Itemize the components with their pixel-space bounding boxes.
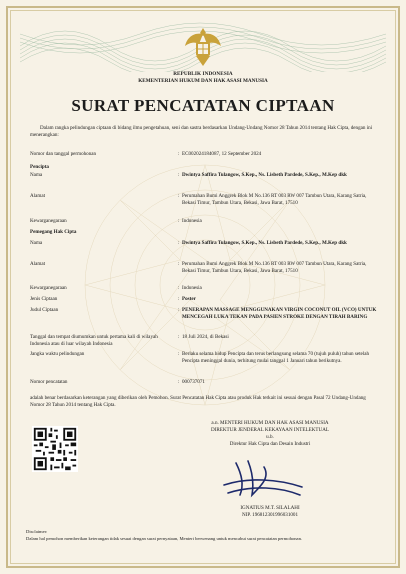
garuda-emblem-icon <box>183 24 223 68</box>
signatory-name: IGNATIUS M.T. SILALAHI <box>240 505 300 511</box>
holder-address-label: Alamat <box>30 261 45 267</box>
signatory-line-4: Direktur Hak Cipta dan Desain Industri <box>229 441 311 447</box>
signatory-name-block <box>170 505 370 519</box>
page-title: SURAT PENCATATAN CIPTAAN <box>71 96 335 115</box>
creator-address-label: Alamat <box>30 193 45 199</box>
closing-paragraph: adalah benar berdasarkan keterangan yang diberikan oleh Pemohon. Surat Pencatatan Hak Cipta atau produk Hak terkait ini sesuai dengan Pasal 72 Undang-Undang Nomor 28 Tahun 2014 tentang Hak Cipta. <box>30 395 366 408</box>
intro-paragraph: Dalam rangka pelindungan ciptaan di bidang ilmu pengetahuan, seni dan sastra berdasarkan Undang-Undang Nomor 28 Tahun 2014 tentang Hak Cipta, dengan ini menerangkan: <box>30 125 373 138</box>
work-published-value: 18 Juli 2024, di Bekasi <box>182 334 229 340</box>
work-published-label: Tanggal dan tempat diumumkan untuk pertama kali di wilayah Indonesia atau di luar wilayah Indonesia <box>30 334 158 347</box>
creator-name-label: Nama <box>30 172 43 178</box>
holder-nationality-label: Kewarganegaraan <box>30 285 67 291</box>
qr-code-icon[interactable] <box>32 426 78 472</box>
record-number-value: 000737071 <box>182 379 205 385</box>
certificate-page: REPUBLIK INDONESIA KEMENTERIAN HUKUM DAN HAK ASASI MANUSIA SURAT PENCATATAN CIPTAAN Dalam rangka pelindungan ciptaan di bidang ilmu pengetahuan, seni dan sastra berdasarkan Undang-Undang Nomor 28 Tahun 2014 tentang Hak Cipta, dengan ini menerangkan: Nomor dan tanggal permohonan : EC002024184087, 12 September 2024 Pencipta Nama : Dwintya Saffira Tulangow, S.Kep., Ns. Lisbeth Pardede, S.Kep., M.Kep dkk Alamat : Perumahan Bumi Anggrek Blok M No.136 RT 003 RW 007 Tambun Utara, Karang Satria, Bekasi Timur, Tambun Utara, Bekasi, Jawa Barat, 17510 Kewarganegaraan : Indonesia Pemegang Hak Cipta Nama : Dwintya Saffira Tulangow, S.Kep., Ns. Lisbeth Pardede, S.Kep., M.Kep dkk Alamat : Perumahan Bumi Anggrek Blok M No.136 RT 003 RW 007 Tambun Utara, Karang Satria, Bekasi Timur, Tambun Utara, Bekasi, Jawa Barat, 17510 Kewarganegaraan : Indonesia Jenis Ciptaan : Poster Judul Ciptaan : PENERAPAN MASSAGE MENGGUNAKAN VIRGIN COCONUT OIL (VCO) UNTUK MENCEGAH LUKA TEKAN PADA PASIEN STROKE DENGAN TIRAH BARING Tanggal dan tempat diumumkan untuk pertama kali di wilayah Indonesia atau di luar wilayah Indonesia : 18 Juli 2024, di Bekasi Jangka waktu pelindungan : Berlaku selama hidup Pencipta dan terus berlangsung selama 70 (tujuh puluh) tahun setelah Pencipta meninggal dunia, terhitung mulai tanggal 1 Januari tahun berikutnya. Nomor pencatatan : 000737071 adalah benar berdasarkan keterangan yang diberikan oleh Pemohon. Surat Pencatatan Hak Cipta atau produk Hak terkait ini sesuai dengan Pasal 72 Undang-Undang Nomor 28 Tahun 2014 tentang Hak Cipta. a.n. MENTERI HUKUM DAN HAK ASASI MANUSIA DIREKTUR JENDERAL KEKAYAAN INTELEKTUAL u.b. Direktur Hak Cipta dan Desain Industri IGNATIUS M.T. SILALAHI NIP. 196812301996031001 Disclaimer: Dalam hal pemohon memberikan keterangan tidak sesuai dengan surat pernyataan, Menteri berwenang untuk mencabut surat pencatatan permohonan. <box>0 0 406 574</box>
signature-icon <box>218 455 308 503</box>
creator-address-value: Perumahan Bumi Anggrek Blok M No.136 RT 003 RW 007 Tambun Utara, Karang Satria, Bekasi Timur, Tambun Utara, Bekasi, Jawa Barat, 17510 <box>182 193 367 206</box>
creator-nationality-value: Indonesia <box>182 218 202 224</box>
holder-name-label: Nama <box>30 240 43 246</box>
ministry-heading: KEMENTERIAN HUKUM DAN HAK ASASI MANUSIA <box>138 78 268 84</box>
disclaimer-text: Dalam hal pemohon memberikan keterangan tidak sesuai dengan surat pernyataan, Menteri berwenang untuk mencabut surat pencatatan permohonan. <box>26 535 303 541</box>
signatory-line-1: a.n. MENTERI HUKUM DAN HAK ASASI MANUSIA <box>211 420 329 426</box>
disclaimer-label: Disclaimer: <box>26 529 48 534</box>
work-term-value: Berlaku selama hidup Pencipta dan terus berlangsung selama 70 (tujuh puluh) tahun setelah Pencipta meninggal dunia, terhitung mulai tanggal 1 Januari tahun berikutnya. <box>182 351 370 364</box>
work-type-label: Jenis Ciptaan <box>30 296 58 302</box>
holder-address-value: Perumahan Bumi Anggrek Blok M No.136 RT 003 RW 007 Tambun Utara, Karang Satria, Bekasi Timur, Tambun Utara, Bekasi, Jawa Barat, 17510 <box>182 261 367 274</box>
disclaimer <box>26 529 382 542</box>
creator-section-title: Pencipta <box>30 164 49 170</box>
signatory-nip: NIP. 196812301996031001 <box>241 512 299 518</box>
work-title-label: Judul Ciptaan <box>30 307 59 313</box>
work-term-label: Jangka waktu pelindungan <box>30 351 85 357</box>
application-value: EC002024184087, 12 September 2024 <box>182 151 262 157</box>
holder-name-value: Dwintya Saffira Tulangow, S.Kep., Ns. Lisbeth Pardede, S.Kep., M.Kep dkk <box>182 240 347 246</box>
signatory-line-2: DIREKTUR JENDERAL KEKAYAAN INTELEKTUAL <box>210 427 330 433</box>
creator-name-value: Dwintya Saffira Tulangow, S.Kep., Ns. Lisbeth Pardede, S.Kep., M.Kep dkk <box>182 172 347 178</box>
work-type-value: Poster <box>182 296 196 302</box>
work-title-value: PENERAPAN MASSAGE MENGGUNAKAN VIRGIN COCONUT OIL (VCO) UNTUK MENCEGAH LUKA TEKAN PADA PASIEN STROKE DENGAN TIRAH BARING <box>182 307 377 320</box>
record-number-label: Nomor pencatatan <box>30 379 68 385</box>
application-label: Nomor dan tanggal permohonan <box>30 151 97 157</box>
holder-nationality-value: Indonesia <box>182 285 202 291</box>
signatory-line-3: u.b. <box>266 434 274 440</box>
signatory-block <box>170 420 370 448</box>
creator-nationality-label: Kewarganegaraan <box>30 218 67 224</box>
country-heading: REPUBLIK INDONESIA <box>173 71 233 77</box>
holder-section-title: Pemegang Hak Cipta <box>30 229 77 235</box>
